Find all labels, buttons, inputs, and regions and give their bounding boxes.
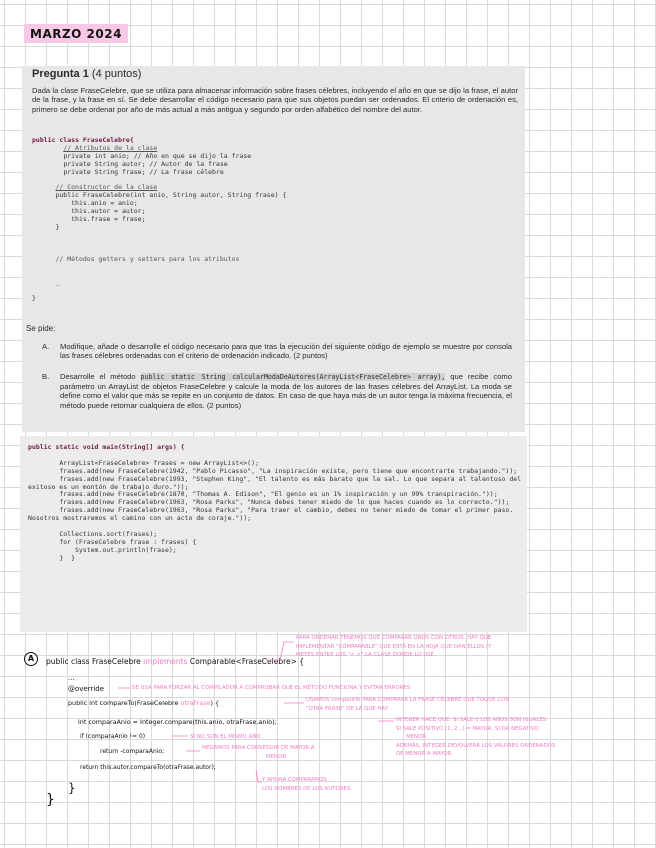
code-line: private String frase; // La frase célebre — [63, 167, 224, 176]
code-line: _ — [55, 278, 60, 287]
note-line: MENOR — [266, 753, 287, 760]
return-author-line: return this.autor.compareTo(otraFrase.autor); — [80, 764, 216, 771]
code-line: frases.add(new FraseCelebre(1993, "Stephen King", "El talento es más barato que la sal. Lo que separa al talentoso del exitoso es un montón de trabajo duro.")); — [28, 474, 526, 491]
question-points: (4 puntos) — [91, 68, 142, 80]
note-line: PARA ORDENAR TENEMOS QUE COMPARAR UNOS CON OTROS. HAY QUE — [296, 635, 492, 641]
requirement-a-text: Modifique, añade o desarrolle el código necesario para que tras la ejecución del siguiente código de ejemplo se muestre por consola las frases célebres ordenadas con el criterio de ordenación indicado. (2 puntos) — [60, 342, 512, 361]
note-override: SE USA PARA FORZAR AL COMPILADOR A COMPROBAR QUE EL MÉTODO FUNCIONA Y EVITAR ERRORES — [132, 685, 411, 691]
compare-year-line: int comparaAnio = Integer.compare(this.anio, otraFrase.anio); — [78, 718, 277, 726]
note-line: METES ENTRE LOS "< >" LA CLASE DONDE LO USE — [296, 652, 434, 658]
answer-label-circle: A — [24, 652, 38, 666]
note-line: USAMOS compareTo PARA COMPARAR LA FRASE CÉLEBRE QUE TOQUE CON — [306, 697, 510, 703]
code-line: public class FraseCelebre{ — [32, 136, 134, 144]
question-number: Pregunta 1 — [32, 68, 89, 80]
note-line: ADEMÁS, INTEGER DEVOLVERÁ LOS VALORES ORDENADOS — [396, 742, 556, 749]
note-line: INTEGER HACE QUE: SI SALE 0 LOS AÑOS SON IGUALES — [396, 717, 547, 723]
arrow-authors — [256, 770, 262, 782]
code-line: this.anio = anio; — [71, 199, 138, 208]
note-line: LOS NOMBRES DE LOS AUTORES — [262, 785, 351, 792]
code-line: } — [32, 294, 36, 303]
code-line: this.autor = autor; — [71, 207, 146, 216]
code-line: Collections.sort(frases); — [59, 529, 158, 538]
code-line: } — [59, 553, 64, 562]
ellipsis: ... — [68, 674, 75, 682]
note-line: NEGAMOS PARA CONSEGUIR DE MAYOR A — [202, 745, 315, 751]
code-line: private int anio; // Año en que se dijo la frase — [63, 151, 252, 160]
code-line: frases.add(new FraseCelebre(1870, "Thomas A. Edison", "El genio es un 1% inspiración y un 99% transpiración.")); — [59, 490, 498, 499]
comparable-interface: Comparable<FraseCelebre> { — [189, 657, 305, 666]
requirement-b-text: que recibe como parámetro un ArrayList de objetos FraseCelebre y calcule la moda de los autores de las frases célebres del ArrayList. La moda se define como el valor que más se repite en un conjunto de datos. En caso de que haya más de un autor tenga la máxima frecuencia, el método puede retornar cualquiera de ellos. (2 puntos) — [60, 372, 512, 410]
code-line: this.frase = frase; — [71, 215, 146, 224]
code-comment: // Métodos getters y setters para los atributos — [55, 254, 240, 263]
code-line: } — [71, 553, 75, 562]
note-line: Y AHORA COMPARAMOS — [262, 777, 327, 783]
code-comment: // Atributos de la clase — [63, 143, 158, 152]
method-signature: public static String calcularModaDeAutores(ArrayList<FraseCelebre> array), — [140, 373, 446, 381]
requirement-b-pre: Desarrolle el método — [60, 372, 136, 381]
code-line: } — [55, 222, 60, 231]
note-line: IMPLEMENTAR "COMPARABLE" QUE ESTÁ EN LA HOJA QUE DAN ELLOS (Y — [296, 643, 492, 650]
code-comment: // Constructor de la clase — [55, 183, 158, 192]
note-line: SI SALE POSITIVO (1, 2...) = MAYOR, SI DA NEGATIVO — [396, 725, 539, 732]
code-line: for (FraseCelebre frase : frases) { — [59, 537, 197, 546]
requirement-b-label: B. — [42, 372, 50, 381]
param-name: otraFrase — [180, 699, 211, 707]
override-annotation: @override — [68, 685, 105, 693]
note-line: "OTRA FRASE" DE LA QUE HAY — [306, 705, 389, 712]
code-line: frases.add(new FraseCelebre(1963, "Rosa Parks", "Nunca debes tener miedo de lo que haces cuando es lo correcto.")); — [59, 498, 510, 507]
class-name: public class FraseCelebre — [46, 657, 141, 666]
arrow-comparable — [266, 642, 294, 660]
note-if: SI NO SON EL MISMO AÑO — [190, 734, 261, 740]
se-pide-label: Se pide: — [26, 324, 56, 333]
note-line: MENOR — [406, 734, 427, 740]
code-line: public static void main(String[] args) { — [28, 443, 185, 451]
code-line: ArrayList<FraseCelebre> frases = new ArrayList<>(); — [59, 458, 259, 467]
code-line: frases.add(new FraseCelebre(1942, "Pablo Picasso", "La inspiración existe, pero tiene que encontrarte trabajando.")); — [59, 466, 518, 475]
closing-brace-class: } — [46, 792, 55, 808]
return-negated-line: return -comparaAnio; — [100, 748, 165, 755]
requirement-a-label: A. — [42, 342, 50, 351]
code-line: private String autor; // Autor de la frase — [63, 159, 228, 168]
page-title: MARZO 2024 — [24, 24, 128, 43]
code-line: System.out.println(frase); — [74, 545, 177, 554]
code-line: public FraseCelebre(int anio, String autor, String frase) { — [55, 191, 287, 200]
compareto-head: public int compareTo(FraseCelebre — [68, 699, 179, 707]
compareto-tail: ) { — [210, 699, 220, 707]
if-line: if (comparaAnio != 0) — [80, 733, 146, 740]
note-line: DE MENOR A MAYOR — [396, 751, 452, 757]
closing-brace-method: } — [68, 781, 76, 795]
question-intro: Dada la clase FraseCelebre, que se utiliza para almacenar información sobre frases célebres, incluyendo el año en que se dijo la frase, el autor de la frase, y la frase en sí. Se debe desarrollar el código necesario para que sus objetos puedan ser ordenados. El criterio de ordenación es, primero se debe ordenar por año de más actual a más antigua y segundo por orden alfabético del nombre del autor. — [32, 86, 518, 114]
implements-keyword: implements — [143, 657, 188, 666]
code-line: frases.add(new FraseCelebre(1963, "Rosa Parks", "Para traer el cambio, debes no tener miedo de tomar el primer paso. Nosotros mostraremos el camino con un acto de coraje.")); — [28, 506, 518, 523]
